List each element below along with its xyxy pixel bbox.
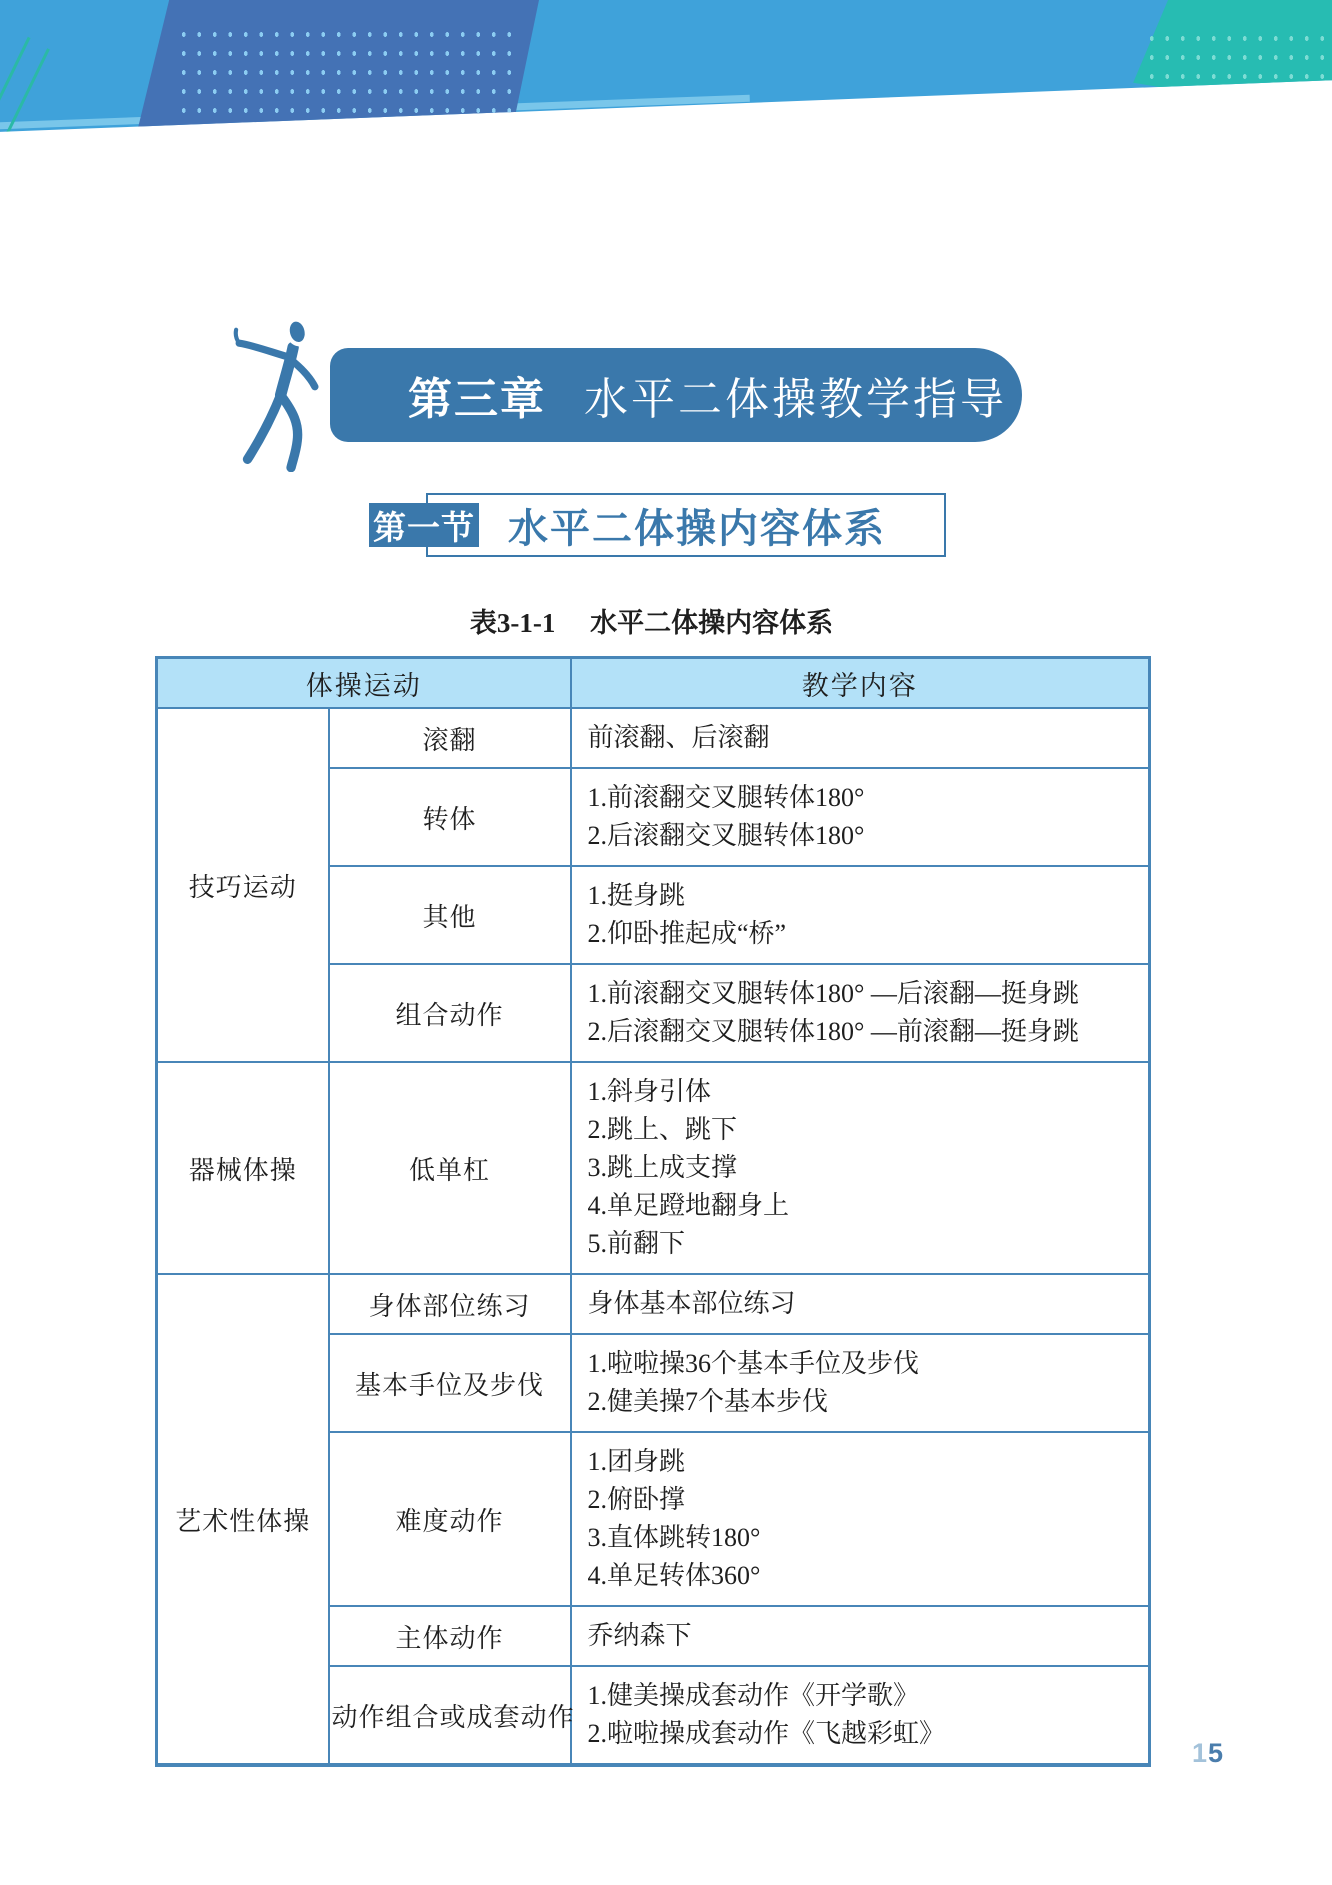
subcategory-cell: 组合动作 [329, 964, 571, 1062]
content-line: 2.后滚翻交叉腿转体180° [587, 821, 865, 850]
subcategory-cell: 基本手位及步伐 [329, 1334, 571, 1432]
content-cell [571, 1432, 1150, 1606]
content-cell [571, 964, 1150, 1062]
subcategory-cell: 难度动作 [329, 1432, 571, 1606]
content-line: 2.仰卧推起成“桥” [587, 919, 787, 948]
subcategory-cell: 低单杠 [329, 1062, 571, 1274]
content-line: 3.跳上成支撑 [587, 1153, 738, 1182]
content-line: 2.后滚翻交叉腿转体180° —前滚翻—挺身跳 [587, 1017, 1079, 1046]
content-cell [571, 1274, 1150, 1334]
content-line: 2.啦啦操成套动作《飞越彩虹》 [587, 1719, 946, 1748]
content-cell [571, 866, 1150, 964]
content-line: 身体基本部位练习 [587, 1289, 796, 1318]
gymnast-icon [233, 316, 347, 472]
content-cell [571, 768, 1150, 866]
content-line: 4.单足蹬地翻身上 [587, 1191, 790, 1220]
table-caption-label: 表3-1-1 [469, 608, 556, 638]
content-cell [571, 708, 1150, 768]
banner-dot-pattern-blue [176, 25, 516, 121]
table-caption-title: 水平二体操内容体系 [590, 608, 834, 638]
content-line: 1.挺身跳 [587, 881, 686, 910]
content-cell [571, 1606, 1150, 1666]
content-line: 前滚翻、后滚翻 [587, 723, 770, 752]
group-cell: 艺术性体操 [157, 1274, 329, 1765]
table-row [157, 708, 1150, 768]
content-line: 1.前滚翻交叉腿转体180° [587, 783, 865, 812]
content-line: 1.斜身引体 [587, 1077, 712, 1106]
page-number [1192, 1738, 1224, 1769]
content-line: 2.健美操7个基本步伐 [587, 1387, 829, 1416]
chapter-title: 水平二体操教学指导 [584, 375, 1007, 424]
subcategory-cell: 动作组合或成套动作 [329, 1666, 571, 1765]
content-line: 4.单足转体360° [587, 1561, 761, 1590]
section-label: 第一节 [369, 503, 479, 547]
content-line: 5.前翻下 [587, 1229, 686, 1258]
table-body [157, 708, 1150, 1765]
table-caption [155, 601, 1148, 640]
table-header-row [157, 658, 1150, 709]
content-line: 3.直体跳转180° [587, 1523, 761, 1552]
content-line: 1.健美操成套动作《开学歌》 [587, 1681, 920, 1710]
content-cell [571, 1666, 1150, 1765]
content-line: 2.跳上、跳下 [587, 1115, 738, 1144]
subcategory-cell: 其他 [329, 866, 571, 964]
table-row [157, 1274, 1150, 1334]
content-table [155, 656, 1151, 1767]
header-cell-gymnastics: 体操运动 [157, 658, 571, 709]
banner-dot-pattern-teal [1144, 29, 1324, 89]
page-number-digit: 5 [1208, 1738, 1225, 1768]
subcategory-cell: 身体部位练习 [329, 1274, 571, 1334]
section-title-box [426, 493, 946, 557]
content-line: 1.团身跳 [587, 1447, 686, 1476]
subcategory-cell: 滚翻 [329, 708, 571, 768]
table-row [157, 1062, 1150, 1274]
group-cell: 技巧运动 [157, 708, 329, 1062]
content-line: 1.前滚翻交叉腿转体180° —后滚翻—挺身跳 [587, 979, 1079, 1008]
content-cell [571, 1062, 1150, 1274]
section-title: 水平二体操内容体系 [508, 506, 886, 551]
content-line: 1.啦啦操36个基本手位及步伐 [587, 1349, 920, 1378]
chapter-banner [330, 348, 1022, 442]
group-cell: 器械体操 [157, 1062, 329, 1274]
content-cell [571, 1334, 1150, 1432]
chapter-label: 第三章 [408, 375, 546, 424]
page-top-banner [0, 0, 1332, 136]
subcategory-cell: 转体 [329, 768, 571, 866]
header-cell-teaching-content: 教学内容 [571, 658, 1150, 709]
content-line: 2.俯卧撑 [587, 1485, 686, 1514]
page-number-digit: 1 [1192, 1738, 1209, 1768]
subcategory-cell: 主体动作 [329, 1606, 571, 1666]
content-line: 乔纳森下 [587, 1621, 692, 1650]
